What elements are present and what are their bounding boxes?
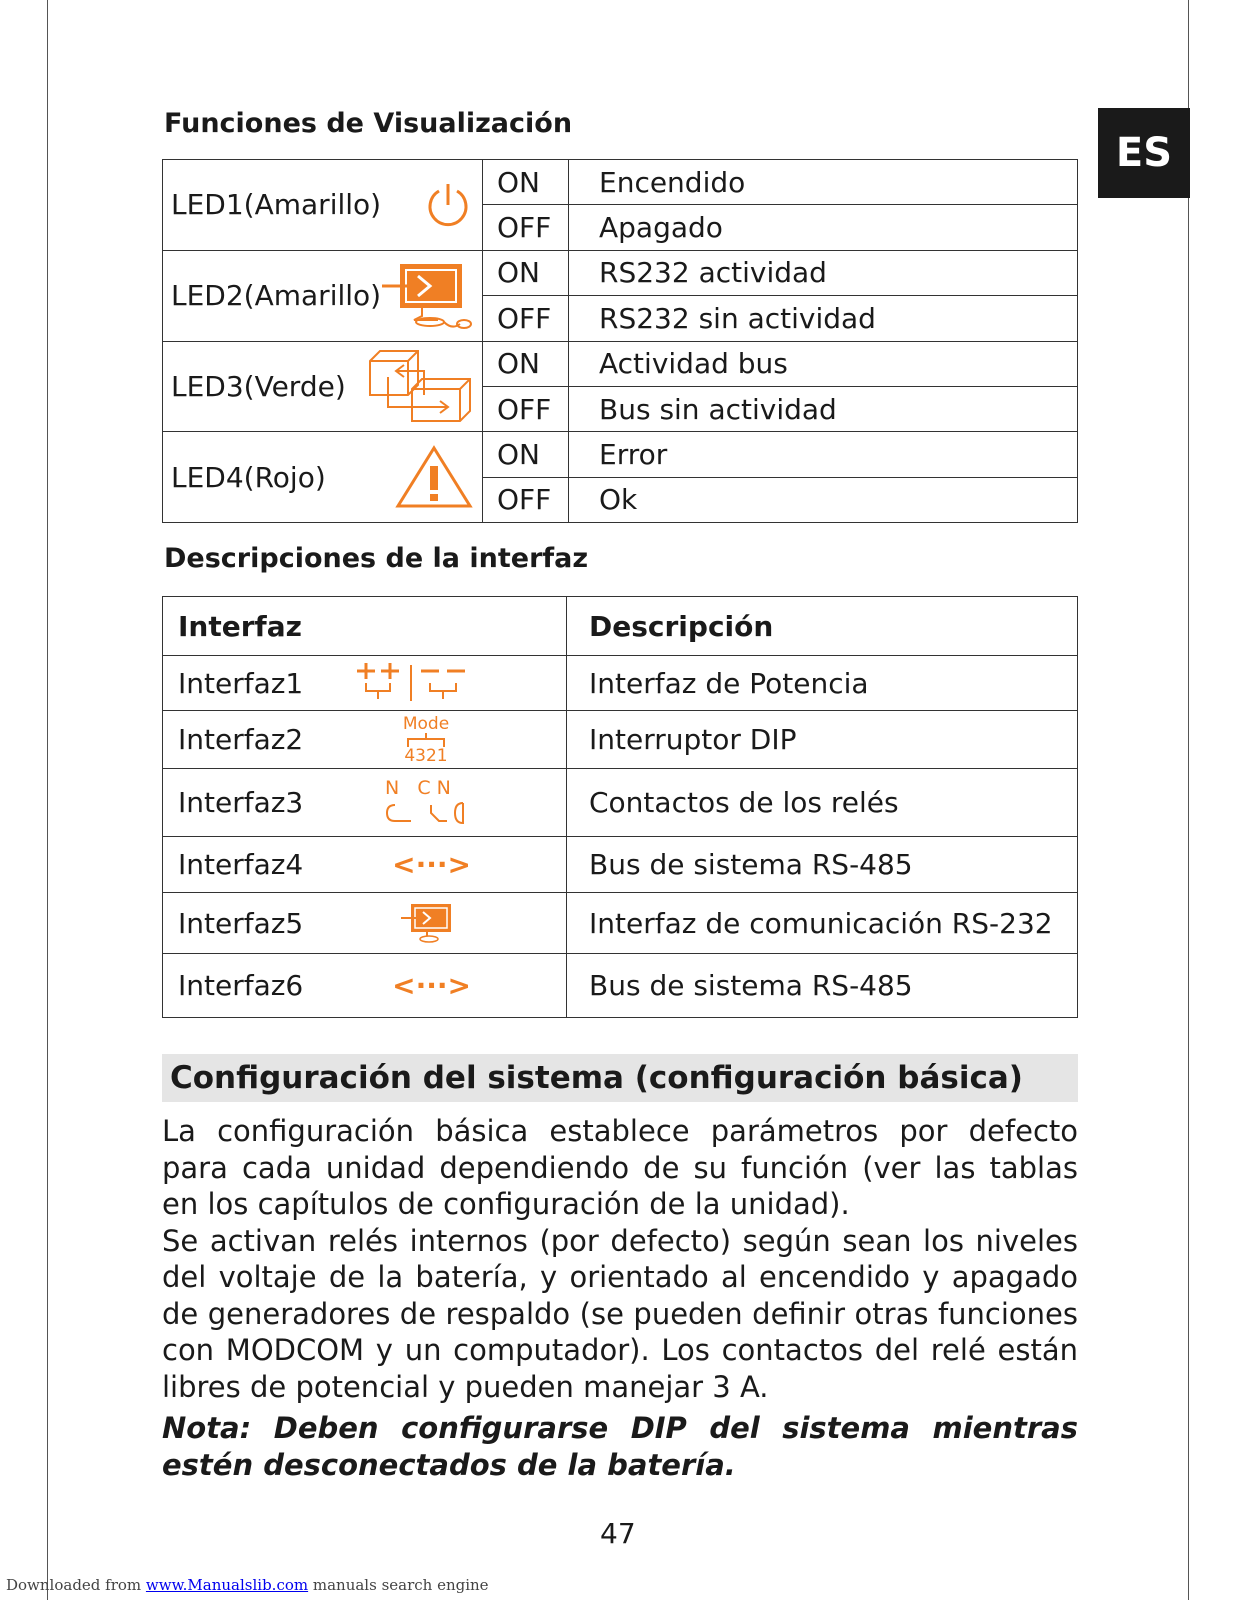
page-number: 47: [600, 1517, 636, 1550]
column-header: Descripción: [567, 597, 1078, 656]
right-margin-line: [1188, 0, 1189, 1600]
paragraph: La configuración básica establece parámetros por defecto para cada unidad dependiendo de su función (ver las tablas en los capítulos de configuración de la unidad).: [162, 1114, 1078, 1221]
left-margin-line: [47, 0, 48, 1600]
led-desc: Bus sin actividad: [569, 386, 1078, 431]
table-row: [163, 954, 1078, 1018]
led-name: LED4(Rojo): [171, 460, 326, 494]
interface-desc: Interfaz de Potencia: [567, 656, 1078, 711]
table-header-row: [163, 597, 1078, 656]
interface-desc: Contactos de los relés: [567, 769, 1078, 837]
led-state: ON: [483, 432, 569, 477]
table-row: [163, 341, 1078, 386]
interface-desc: Interfaz de comunicación RS-232: [567, 893, 1078, 954]
dip-switch-icon: [396, 715, 456, 765]
paragraph: Se activan relés internos (por defecto) según sean los niveles del voltaje de la batería, y orientado al encendido y apagado de generadores de respaldo (se pueden definir otras funciones con MODCOM y un computador). Los contactos del relé están libres de potencial y pueden manejar 3 A.: [162, 1223, 1078, 1404]
interface-name: Interfaz1: [178, 666, 304, 700]
table-row: [163, 250, 1078, 295]
interface-name: Interfaz6: [178, 969, 304, 1002]
relay-contacts-icon: [385, 777, 471, 829]
interface-cell: [163, 893, 567, 954]
led-name: LED2(Amarillo): [171, 279, 382, 313]
section-title-visualizacion: Funciones de Visualización: [164, 108, 573, 139]
table-row: [163, 656, 1078, 711]
led-name: LED1(Amarillo): [171, 188, 382, 222]
interface-cell: [163, 656, 567, 711]
led-desc: Error: [569, 432, 1078, 477]
led-cell: [163, 341, 483, 432]
led-table: [162, 159, 1078, 523]
section-title-configuracion: Configuración del sistema (configuración básica): [162, 1054, 1078, 1102]
led-state: ON: [483, 160, 569, 205]
interface-cell: [163, 769, 567, 837]
power-terminals-icon: [351, 661, 471, 705]
led-desc: Apagado: [569, 205, 1078, 250]
language-tab: ES: [1098, 108, 1190, 198]
table-row: [163, 711, 1078, 769]
dip-number-label: 4321: [404, 745, 448, 766]
computer-monitor-icon: [382, 260, 474, 332]
section-title-interfaz: Descripciones de la interfaz: [164, 543, 589, 574]
interface-cell: [163, 954, 567, 1018]
led-desc: Actividad bus: [569, 341, 1078, 386]
led-state: OFF: [483, 386, 569, 431]
power-icon: [422, 179, 474, 231]
led-desc: Ok: [569, 477, 1078, 522]
interface-name: Interfaz3: [178, 786, 304, 819]
dip-mode-label: Mode: [402, 713, 450, 734]
interface-cell: [163, 711, 567, 769]
bus-arrows-icon: <···>: [392, 848, 471, 881]
footer-prefix: Downloaded from: [6, 1576, 146, 1594]
bus-arrows-icon: <···>: [392, 969, 471, 1002]
bus-network-icon: [366, 347, 474, 425]
interface-name: Interfaz5: [178, 906, 304, 940]
led-name: LED3(Verde): [171, 369, 346, 403]
led-state: OFF: [483, 477, 569, 522]
computer-monitor-icon: [401, 902, 453, 944]
led-state: OFF: [483, 205, 569, 250]
led-state: OFF: [483, 296, 569, 341]
interface-desc: Bus de sistema RS-485: [567, 837, 1078, 893]
led-state: ON: [483, 341, 569, 386]
interface-desc: Bus de sistema RS-485: [567, 954, 1078, 1018]
interface-name: Interfaz2: [178, 723, 304, 756]
warning-triangle-icon: [394, 444, 474, 510]
table-row: [163, 893, 1078, 954]
table-row: [163, 837, 1078, 893]
led-desc: RS232 actividad: [569, 250, 1078, 295]
interface-name: Interfaz4: [178, 848, 304, 881]
relay-labels: N C N: [385, 776, 451, 799]
column-header: Interfaz: [163, 597, 567, 656]
led-cell: [163, 432, 483, 523]
footer-link[interactable]: www.Manualslib.com: [145, 1576, 309, 1594]
table-row: [163, 769, 1078, 837]
table-row: [163, 432, 1078, 477]
led-desc: RS232 sin actividad: [569, 296, 1078, 341]
body-text: [162, 1113, 1078, 1405]
interface-table: [162, 596, 1078, 1018]
note-text: Nota: Deben configurarse DIP del sistema mientras estén desconectados de la batería.: [162, 1411, 1078, 1482]
led-state: ON: [483, 250, 569, 295]
interface-cell: [163, 837, 567, 893]
interface-desc: Interruptor DIP: [567, 711, 1078, 769]
led-desc: Encendido: [569, 160, 1078, 205]
footer-suffix: manuals search engine: [308, 1576, 489, 1594]
footer: [6, 1576, 489, 1594]
table-row: [163, 160, 1078, 205]
led-cell: [163, 160, 483, 251]
led-cell: [163, 250, 483, 341]
